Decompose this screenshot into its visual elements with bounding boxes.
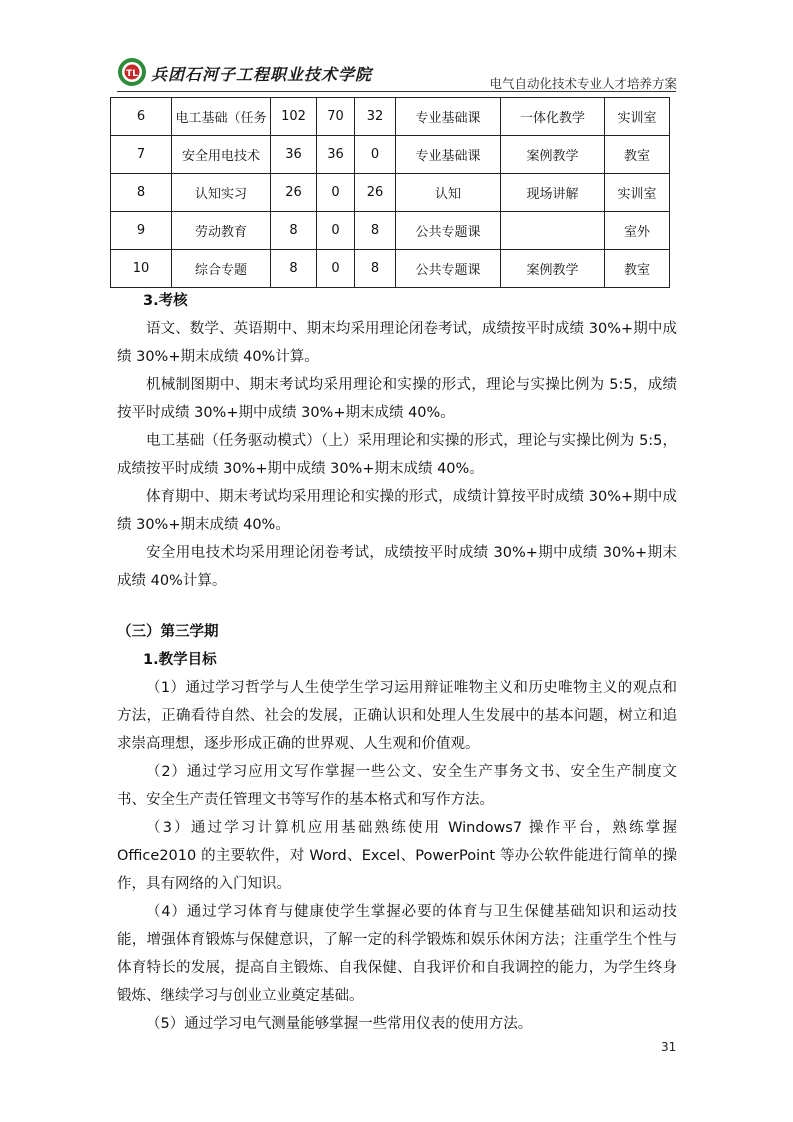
- section-spacer: [117, 595, 677, 618]
- goal-paragraph: （5）通过学习电气测量能够掌握一些常用仪表的使用方法。: [146, 1016, 533, 1032]
- table-cell: 实训室: [605, 98, 670, 136]
- svg-text:TL: TL: [126, 69, 138, 79]
- table-cell: 认知实习: [172, 174, 271, 212]
- table-cell: 0: [317, 174, 355, 212]
- page-header: [117, 55, 677, 95]
- assessment-heading: 3.考核: [143, 293, 188, 309]
- table-cell: 劳动教育: [172, 212, 271, 250]
- table-cell: 8: [111, 174, 172, 212]
- table-cell: 0: [317, 212, 355, 250]
- assessment-paragraph: 体育期中、期末考试均采用理论和实操的形式，成绩计算按平时成绩 30%+期中成绩 30%+期末成绩 40%。: [117, 489, 677, 533]
- table-cell: 9: [111, 212, 172, 250]
- table-cell: 8: [355, 212, 396, 250]
- table-cell: 102: [271, 98, 317, 136]
- page-content: [117, 287, 677, 1038]
- term-heading: （三）第三学期: [117, 624, 219, 640]
- table-row: [111, 174, 670, 212]
- table-row: [111, 98, 670, 136]
- table-cell: 综合专题: [172, 250, 271, 288]
- goal-paragraph: （1）通过学习哲学与人生使学生学习运用辩证唯物主义和历史唯物主义的观点和方法，正确看待自然、社会的发展，正确认识和处理人生发展中的基本问题，树立和追求崇高理想，逐步形成正确的世界观、人生观和价值观。: [117, 680, 677, 752]
- goal-heading: 1.教学目标: [143, 652, 217, 668]
- table-cell: 70: [317, 98, 355, 136]
- table-row: [111, 212, 670, 250]
- table-row: [111, 250, 670, 288]
- table-cell: 专业基础课: [396, 98, 501, 136]
- table-cell: 认知: [396, 174, 501, 212]
- goal-paragraph: （2）通过学习应用文写作掌握一些公文、安全生产事务文书、安全生产制度文书、安全生产责任管理文书等写作的基本格式和写作方法。: [117, 764, 677, 808]
- course-table-body: [111, 98, 670, 288]
- table-cell: 0: [355, 136, 396, 174]
- table-cell: 8: [271, 212, 317, 250]
- table-cell: 8: [355, 250, 396, 288]
- goal-paragraph: （4）通过学习体育与健康使学生掌握必要的体育与卫生保健基础知识和运动技能，增强体育锻炼与保健意识，了解一定的科学锻炼和娱乐休闲方法；注重学生个性与体育特长的发展，提高自主锻炼、自我保健、自我评价和自我调控的能力，为学生终身锻炼、继续学习与创业立业奠定基础。: [117, 904, 677, 1004]
- table-cell: 教室: [605, 136, 670, 174]
- table-cell: 7: [111, 136, 172, 174]
- table-cell: 室外: [605, 212, 670, 250]
- assessment-paragraph: 机械制图期中、期末考试均采用理论和实操的形式，理论与实操比例为 5:5，成绩按平时成绩 30%+期中成绩 30%+期末成绩 40%。: [117, 377, 677, 421]
- course-table: [110, 97, 670, 288]
- table-cell: 教室: [605, 250, 670, 288]
- table-cell: 36: [271, 136, 317, 174]
- table-cell: 专业基础课: [396, 136, 501, 174]
- table-cell: 实训室: [605, 174, 670, 212]
- school-emblem-icon: [117, 57, 147, 87]
- table-cell: 0: [317, 250, 355, 288]
- table-cell: 安全用电技术: [172, 136, 271, 174]
- table-cell: 案例教学: [501, 136, 605, 174]
- assessment-paragraph: 电工基础（任务驱动模式）（上）采用理论和实操的形式，理论与实操比例为 5:5，成绩按平时成绩 30%+期中成绩 30%+期末成绩 40%。: [117, 433, 677, 477]
- assessment-paragraph: 安全用电技术均采用理论闭卷考试，成绩按平时成绩 30%+期中成绩 30%+期末成绩 40%计算。: [117, 545, 677, 589]
- table-row: [111, 136, 670, 174]
- header-divider: [117, 91, 676, 92]
- table-cell: 公共专题课: [396, 250, 501, 288]
- table-cell: 32: [355, 98, 396, 136]
- table-cell: [501, 212, 605, 250]
- table-cell: 6: [111, 98, 172, 136]
- table-cell: 现场讲解: [501, 174, 605, 212]
- document-title: 电气自动化技术专业人才培养方案: [489, 76, 677, 91]
- table-cell: 公共专题课: [396, 212, 501, 250]
- table-cell: 26: [355, 174, 396, 212]
- table-cell: 电工基础（任务: [172, 98, 271, 136]
- table-cell: 36: [317, 136, 355, 174]
- table-cell: 8: [271, 250, 317, 288]
- goal-paragraph: （3）通过学习计算机应用基础熟练使用 Windows7 操作平台，熟练掌握 Office2010 的主要软件，对 Word、Excel、PowerPoint 等办公软件能进行简单的操作，具有网络的入门知识。: [117, 820, 677, 892]
- school-name: 兵团石河子工程职业技术学院: [151, 65, 373, 84]
- page-number: 31: [661, 1040, 677, 1054]
- table-cell: 10: [111, 250, 172, 288]
- table-cell: 26: [271, 174, 317, 212]
- table-cell: 案例教学: [501, 250, 605, 288]
- assessment-paragraph: 语文、数学、英语期中、期末均采用理论闭卷考试，成绩按平时成绩 30%+期中成绩 30%+期末成绩 40%计算。: [117, 321, 677, 365]
- table-cell: 一体化教学: [501, 98, 605, 136]
